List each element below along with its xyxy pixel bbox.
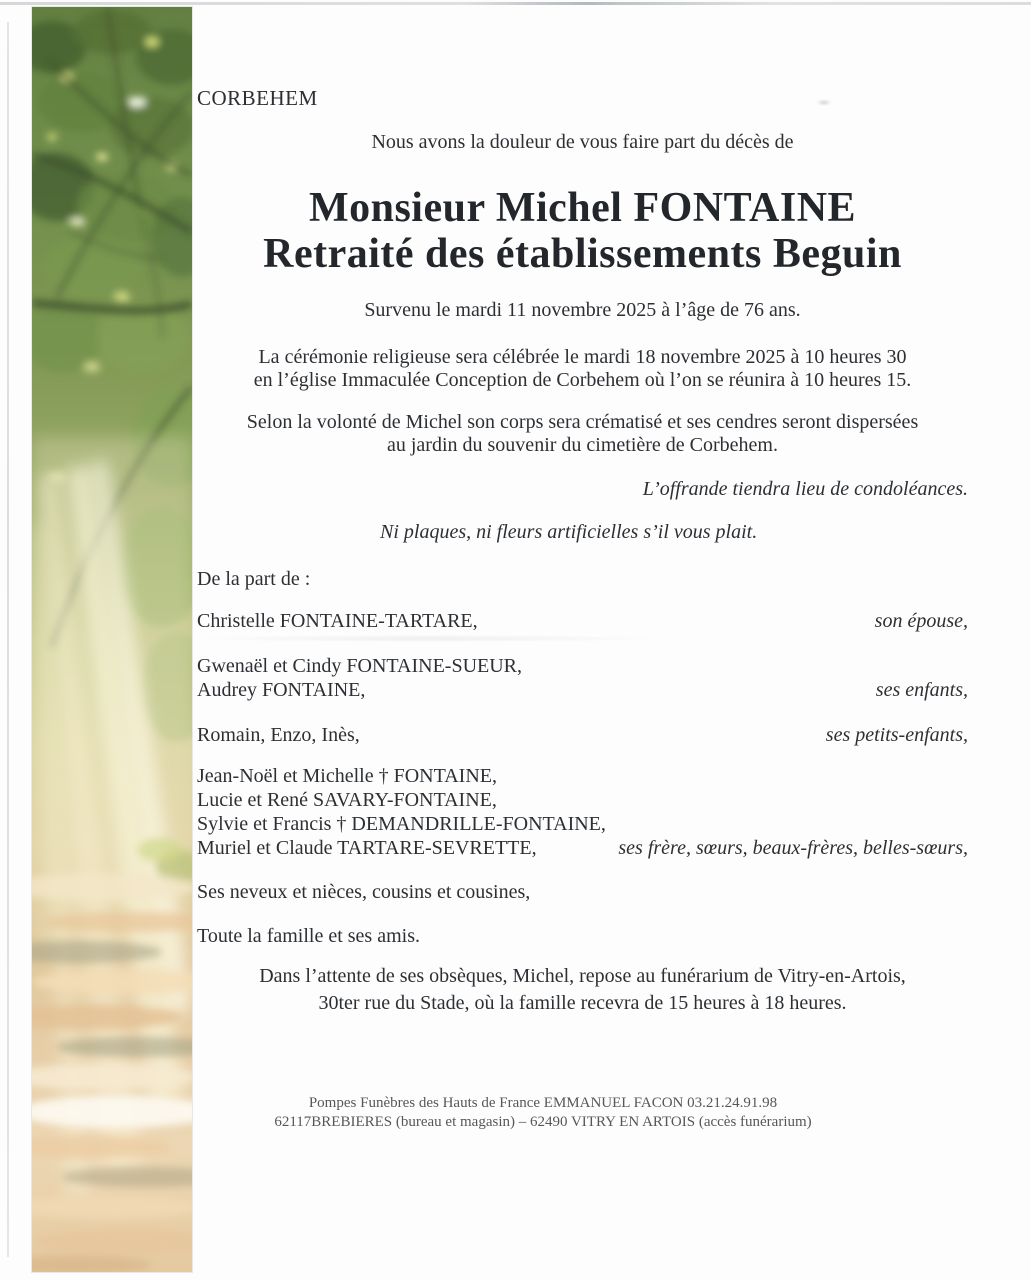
cremation-line-2: au jardin du souvenir du cimetière de Corbehem. [387, 434, 778, 456]
family-row-siblings [197, 764, 968, 860]
family-names-line: Muriel et Claude TARTARE-SEVRETTE, [197, 837, 537, 859]
ceremony-line-2: en l’église Immaculée Conception de Corbehem où l’on se réunira à 10 heures 15. [253, 369, 912, 391]
family-names-line: Jean-Noël et Michelle † FONTAINE, [197, 765, 497, 787]
repose-line-2: 30ter rue du Stade, où la famille recevra de 15 heures à 18 heures. [318, 992, 847, 1014]
deceased-name-title: Monsieur Michel FONTAINE [308, 185, 857, 231]
family-row-grandchildren [197, 723, 968, 747]
funeral-home-line-1: Pompes Funèbres des Hauts de France EMMANUEL FACON 03.21.24.91.98 [308, 1095, 778, 1111]
family-relation: ses enfants, [875, 679, 968, 701]
family-names-line: Ses neveux et nièces, cousins et cousines, [197, 881, 531, 903]
funeral-home-footer [197, 1094, 889, 1132]
from-label: De la part de : [197, 568, 311, 590]
family-names-line: Romain, Enzo, Inès, [197, 724, 360, 746]
announcement-content [197, 0, 968, 1280]
repose-line-1: Dans l’attente de ses obsèques, Michel, repose au funérarium de Vitry-en-Artois, [259, 965, 906, 987]
cremation-line-1: Selon la volonté de Michel son corps sera crématisé et ses cendres seront dispersées [246, 411, 919, 433]
family-row-children [197, 654, 968, 702]
family-names-line: Lucie et René SAVARY-FONTAINE, [197, 789, 497, 811]
offering-line: L’offrande tiendra lieu de condoléances. [642, 478, 968, 500]
family-relation: son épouse, [874, 610, 968, 632]
deceased-subtitle: Retraité des établissements Beguin [263, 231, 902, 277]
intro-line: Nous avons la douleur de vous faire part du décès de [371, 131, 794, 153]
family-names-line: Audrey FONTAINE, [197, 679, 366, 701]
funeral-home-line-2: 62117BREBIERES (bureau et magasin) – 62490 VITRY EN ARTOIS (accès funérarium) [274, 1114, 812, 1130]
forest-path-photo [32, 7, 192, 1272]
family-names-line: Sylvie et Francis † DEMANDRILLE-FONTAINE, [197, 813, 606, 835]
family-row-spouse [197, 609, 968, 633]
town-name: CORBEHEM [197, 86, 318, 110]
family-relation: ses frère, sœurs, beaux-frères, belles-sœurs, [618, 837, 968, 859]
death-date-line: Survenu le mardi 11 novembre 2025 à l’âge de 76 ans. [364, 299, 801, 321]
family-names-line: Toute la famille et ses amis. [197, 925, 420, 947]
scan-edge-left [7, 22, 9, 1257]
family-relation: ses petits-enfants, [825, 724, 968, 746]
no-flowers-line: Ni plaques, ni fleurs artificielles s’il vous plait. [380, 521, 758, 543]
family-names-line: Christelle FONTAINE-TARTARE, [197, 610, 478, 632]
family-row-friends [197, 924, 968, 948]
family-row-nephews [197, 880, 968, 904]
family-names-line: Gwenaël et Cindy FONTAINE-SUEUR, [197, 655, 523, 677]
ceremony-line-1: La cérémonie religieuse sera célébrée le mardi 18 novembre 2025 à 10 heures 30 [258, 346, 907, 368]
